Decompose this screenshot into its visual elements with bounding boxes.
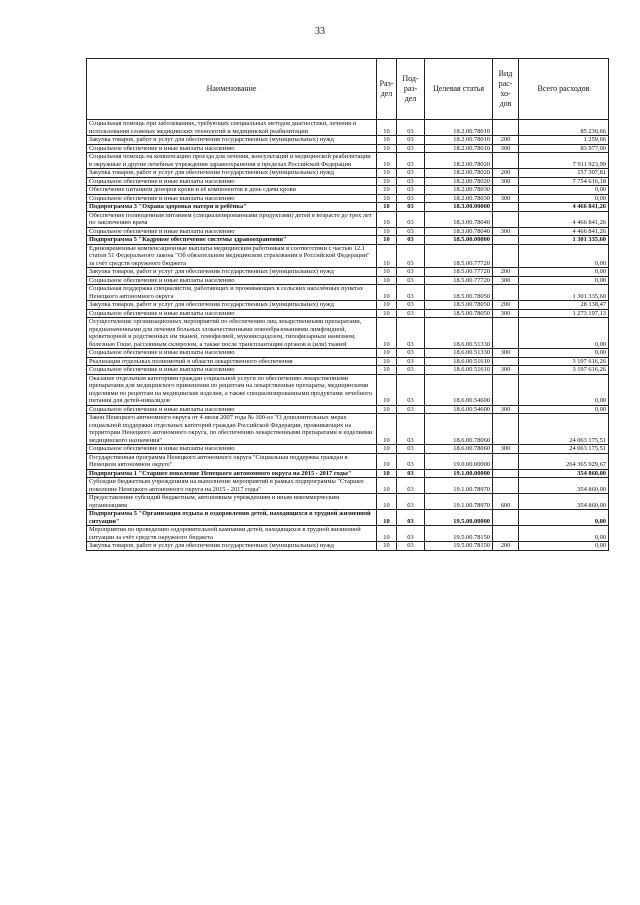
- cell-total: 0,00: [519, 194, 609, 203]
- cell-target: 19.5.00.00000: [425, 510, 493, 526]
- cell-section: 10: [377, 186, 397, 195]
- cell-subsection: 03: [397, 144, 425, 153]
- cell-name: Социальное обеспечение и иные выплаты населению: [87, 194, 377, 203]
- table-row: [87, 414, 609, 445]
- cell-target: 18.5.00.77720: [425, 244, 493, 268]
- cell-subsection: 03: [397, 478, 425, 494]
- table-row: [87, 211, 609, 227]
- cell-subsection: 03: [397, 469, 425, 478]
- cell-section: 10: [377, 194, 397, 203]
- cell-name: Единовременные компенсационные выплаты медицинским работникам в соответствии с частью 12.1 статьи 51 Федерального закона "Об обязательном медицинском страховании в Российской Федерации" за счёт средств окружного бюджета: [87, 244, 377, 268]
- cell-section: 10: [377, 478, 397, 494]
- cell-expense-type: 300: [493, 349, 519, 358]
- cell-section: 10: [377, 120, 397, 136]
- cell-total: 0,00: [519, 318, 609, 349]
- cell-total: 0,00: [519, 405, 609, 414]
- cell-target: 18.3.00.78040: [425, 227, 493, 236]
- cell-total: 0,00: [519, 186, 609, 195]
- cell-subsection: 03: [397, 211, 425, 227]
- cell-subsection: 03: [397, 366, 425, 375]
- cell-name: Осуществление организационных мероприятий по обеспечению лиц лекарственными препаратами, предназначенными для лечения больных злокачественными новообразованиями лимфоидной, кроветворной и родственных им тканей, гемофилией, муковисцидозом, гипофизарным нанизмом, болезнью Гоше, рассеянным склерозом, а также после трансплантации органов и (или) тканей: [87, 318, 377, 349]
- cell-section: 10: [377, 236, 397, 245]
- cell-total: 24 063 175,51: [519, 445, 609, 454]
- cell-total: 83 977,00: [519, 144, 609, 153]
- table-row: [87, 244, 609, 268]
- cell-section: 10: [377, 301, 397, 310]
- cell-target: 19.1.00.78970: [425, 478, 493, 494]
- header-expense-type: Вид рас-хо-дов: [493, 59, 519, 120]
- table-row: [87, 469, 609, 478]
- cell-subsection: 03: [397, 526, 425, 542]
- cell-section: 10: [377, 309, 397, 318]
- cell-target: 19.5.00.78150: [425, 542, 493, 551]
- table-row: [87, 374, 609, 405]
- cell-section: 10: [377, 227, 397, 236]
- table-row: [87, 236, 609, 245]
- table-row: [87, 526, 609, 542]
- cell-section: 10: [377, 285, 397, 301]
- cell-name: Государственная программа Ненецкого автономного округа "Социальная поддержка граждан в Ненецком автономном округе": [87, 453, 377, 469]
- table-row: [87, 144, 609, 153]
- cell-name: Реализация отдельных полномочий в области лекарственного обеспечения: [87, 357, 377, 366]
- table-row: [87, 186, 609, 195]
- cell-target: 18.2.00.78020: [425, 169, 493, 178]
- cell-name: Мероприятия по проведению оздоровительной кампании детей, находящихся в трудной жизненной ситуации за счёт средств окружного бюджета: [87, 526, 377, 542]
- cell-expense-type: [493, 510, 519, 526]
- cell-section: 10: [377, 542, 397, 551]
- cell-subsection: 03: [397, 374, 425, 405]
- cell-total: 0,00: [519, 542, 609, 551]
- cell-target: 18.2.00.78030: [425, 194, 493, 203]
- cell-total: 3 197 616,26: [519, 366, 609, 375]
- cell-subsection: 03: [397, 510, 425, 526]
- cell-section: 10: [377, 469, 397, 478]
- cell-name: Закупка товаров, работ и услуг для обеспечения государственных (муниципальных) нужд: [87, 301, 377, 310]
- table-body: [87, 120, 609, 551]
- cell-target: 18.5.00.77720: [425, 268, 493, 277]
- cell-total: 354 860,00: [519, 494, 609, 510]
- cell-section: 10: [377, 349, 397, 358]
- cell-name: Социальное обеспечение и иные выплаты населению: [87, 349, 377, 358]
- cell-subsection: 03: [397, 153, 425, 169]
- table-row: [87, 276, 609, 285]
- cell-expense-type: 300: [493, 177, 519, 186]
- cell-target: 18.6.00.54600: [425, 374, 493, 405]
- cell-expense-type: [493, 374, 519, 405]
- cell-section: 10: [377, 526, 397, 542]
- table-row: [87, 285, 609, 301]
- cell-subsection: 03: [397, 203, 425, 212]
- cell-expense-type: 300: [493, 194, 519, 203]
- cell-expense-type: [493, 453, 519, 469]
- cell-total: 28 138,47: [519, 301, 609, 310]
- cell-subsection: 03: [397, 236, 425, 245]
- cell-section: 10: [377, 405, 397, 414]
- cell-name: Социальное обеспечение и иные выплаты населению: [87, 177, 377, 186]
- cell-expense-type: 200: [493, 268, 519, 277]
- cell-expense-type: [493, 414, 519, 445]
- cell-total: 354 860,00: [519, 478, 609, 494]
- cell-section: 10: [377, 510, 397, 526]
- table-row: [87, 405, 609, 414]
- cell-target: 19.1.00.78970: [425, 494, 493, 510]
- cell-name: Социальное обеспечение и иные выплаты населению: [87, 276, 377, 285]
- cell-expense-type: 300: [493, 227, 519, 236]
- cell-expense-type: 300: [493, 366, 519, 375]
- cell-name: Закупка товаров, работ и услуг для обеспечения государственных (муниципальных) нужд: [87, 169, 377, 178]
- cell-total: 354 860,00: [519, 469, 609, 478]
- cell-subsection: 03: [397, 136, 425, 145]
- cell-expense-type: 300: [493, 309, 519, 318]
- cell-subsection: 03: [397, 268, 425, 277]
- cell-total: 0,00: [519, 510, 609, 526]
- cell-subsection: 03: [397, 177, 425, 186]
- cell-name: Закупка товаров, работ и услуг для обеспечения государственных (муниципальных) нужд: [87, 542, 377, 551]
- cell-target: 18.6.00.51330: [425, 349, 493, 358]
- cell-total: 85 236,66: [519, 120, 609, 136]
- cell-expense-type: [493, 478, 519, 494]
- cell-expense-type: 300: [493, 445, 519, 454]
- cell-target: 19.5.00.78150: [425, 526, 493, 542]
- cell-name: Социальное обеспечение и иные выплаты населению: [87, 405, 377, 414]
- cell-total: 0,00: [519, 526, 609, 542]
- cell-expense-type: [493, 244, 519, 268]
- cell-total: 7 754 616,18: [519, 177, 609, 186]
- cell-name: Субсидии бюджетным учреждениям на выполнение мероприятий в рамках подпрограммы "Старшее поколение Ненецкого автономного округа на 2015 - 2017 годы": [87, 478, 377, 494]
- cell-section: 10: [377, 153, 397, 169]
- cell-total: 4 466 841,26: [519, 211, 609, 227]
- table-row: [87, 318, 609, 349]
- cell-subsection: 03: [397, 405, 425, 414]
- cell-section: 10: [377, 177, 397, 186]
- cell-target: 18.6.00.51330: [425, 318, 493, 349]
- cell-expense-type: 300: [493, 144, 519, 153]
- cell-subsection: 03: [397, 349, 425, 358]
- cell-section: 10: [377, 244, 397, 268]
- cell-subsection: 03: [397, 453, 425, 469]
- cell-total: 0,00: [519, 244, 609, 268]
- cell-name: Социальное обеспечение и иные выплаты населению: [87, 227, 377, 236]
- header-total: Всего расходов: [519, 59, 609, 120]
- cell-expense-type: [493, 357, 519, 366]
- table-row: [87, 194, 609, 203]
- cell-expense-type: [493, 153, 519, 169]
- cell-expense-type: [493, 120, 519, 136]
- cell-total: 24 063 175,51: [519, 414, 609, 445]
- cell-target: 18.5.00.00000: [425, 236, 493, 245]
- cell-target: 18.6.00.78060: [425, 445, 493, 454]
- table-row: [87, 120, 609, 136]
- cell-section: 10: [377, 144, 397, 153]
- cell-name: Закупка товаров, работ и услуг для обеспечения государственных (муниципальных) нужд: [87, 136, 377, 145]
- cell-name: Обеспечение питанием доноров крови и её компонентов в день сдачи крови: [87, 186, 377, 195]
- cell-name: Подпрограмма 1 "Старшее поколение Ненецкого автономного округа на 2015 - 2017 годы": [87, 469, 377, 478]
- cell-total: 1 301 335,60: [519, 236, 609, 245]
- cell-section: 10: [377, 445, 397, 454]
- table-row: [87, 542, 609, 551]
- cell-target: 18.5.00.77720: [425, 276, 493, 285]
- cell-subsection: 03: [397, 494, 425, 510]
- cell-subsection: 03: [397, 318, 425, 349]
- cell-total: 0,00: [519, 349, 609, 358]
- cell-total: 264 365 929,67: [519, 453, 609, 469]
- table-row: [87, 453, 609, 469]
- cell-target: 18.3.00.78040: [425, 211, 493, 227]
- cell-expense-type: [493, 211, 519, 227]
- table-row: [87, 510, 609, 526]
- cell-name: Обеспечение полноценным питанием (специализированными продуктами) детей в возрасте до трех лет по заключению врача: [87, 211, 377, 227]
- cell-total: 4 466 841,26: [519, 227, 609, 236]
- cell-name: Социальное обеспечение и иные выплаты населению: [87, 309, 377, 318]
- table-row: [87, 445, 609, 454]
- cell-target: 18.2.00.78030: [425, 186, 493, 195]
- cell-name: Подпрограмма 5 "Кадровое обеспечение системы здравоохранения": [87, 236, 377, 245]
- cell-subsection: 03: [397, 169, 425, 178]
- cell-subsection: 03: [397, 276, 425, 285]
- cell-expense-type: [493, 318, 519, 349]
- cell-section: 10: [377, 374, 397, 405]
- cell-target: 18.3.00.00000: [425, 203, 493, 212]
- cell-section: 10: [377, 414, 397, 445]
- table-row: [87, 169, 609, 178]
- cell-subsection: 03: [397, 414, 425, 445]
- page-number: 33: [315, 26, 325, 37]
- cell-name: Социальное обеспечение и иные выплаты населению: [87, 144, 377, 153]
- table-row: [87, 136, 609, 145]
- cell-name: Социальная помощь на компенсацию проезда для лечения, консультаций и медицинской реабилитации в окружные и другие лечебные учреждения здравоохранения в пределах Российской Федерации: [87, 153, 377, 169]
- cell-subsection: 03: [397, 445, 425, 454]
- cell-section: 10: [377, 453, 397, 469]
- cell-section: 10: [377, 268, 397, 277]
- cell-expense-type: [493, 236, 519, 245]
- cell-section: 10: [377, 211, 397, 227]
- cell-target: 18.6.00.78060: [425, 414, 493, 445]
- cell-expense-type: 200: [493, 169, 519, 178]
- cell-name: Социальная поддержка специалистов, работающих и проживающих в сельских населённых пунктах Ненецкого автономного округа: [87, 285, 377, 301]
- cell-section: 10: [377, 136, 397, 145]
- cell-name: Оказание отдельным категориям граждан социальной услуги по обеспечению лекарственными препаратами для медицинского применения по рецептам на лекарственные препараты, медицинскими изделиями по рецептам на медицинские изделия, а также специализированными продуктами лечебного питания для детей-инвалидов: [87, 374, 377, 405]
- cell-target: 18.2.00.78010: [425, 136, 493, 145]
- cell-target: 18.5.00.78050: [425, 309, 493, 318]
- table-row: [87, 494, 609, 510]
- cell-name: Социальное обеспечение и иные выплаты населению: [87, 366, 377, 375]
- table-row: [87, 309, 609, 318]
- table-row: [87, 203, 609, 212]
- table-row: [87, 301, 609, 310]
- cell-subsection: 03: [397, 227, 425, 236]
- table-row: [87, 366, 609, 375]
- table-row: [87, 268, 609, 277]
- cell-expense-type: 300: [493, 276, 519, 285]
- cell-subsection: 03: [397, 186, 425, 195]
- cell-total: 3 197 616,26: [519, 357, 609, 366]
- cell-expense-type: 200: [493, 542, 519, 551]
- cell-target: 18.6.00.51610: [425, 357, 493, 366]
- cell-name: Подпрограмма 3 "Охрана здоровья матери и ребёнка": [87, 203, 377, 212]
- cell-expense-type: [493, 469, 519, 478]
- cell-section: 10: [377, 494, 397, 510]
- cell-total: 4 466 841,26: [519, 203, 609, 212]
- cell-name: Подпрограмма 5 "Организация отдыха и оздоровления детей, находящихся в трудной жизненной ситуации": [87, 510, 377, 526]
- table-row: [87, 478, 609, 494]
- cell-target: 18.2.00.78010: [425, 144, 493, 153]
- cell-section: 10: [377, 366, 397, 375]
- cell-target: 19.1.00.00000: [425, 469, 493, 478]
- cell-total: 157 307,81: [519, 169, 609, 178]
- cell-subsection: 03: [397, 120, 425, 136]
- cell-name: Закон Ненецкого автономного округа от 4 июля 2007 года № 100-оз "О дополнительных мерах социальной поддержки отдельных категорий граждан Российской Федерации, проживающих на территории Ненецкого автономного округа, по обеспечению лекарственными препаратами и изделиями медицинского назначения": [87, 414, 377, 445]
- cell-expense-type: [493, 203, 519, 212]
- cell-expense-type: 300: [493, 405, 519, 414]
- cell-subsection: 03: [397, 194, 425, 203]
- table-header-row: [87, 59, 609, 120]
- cell-expense-type: [493, 285, 519, 301]
- cell-total: 1 301 335,60: [519, 285, 609, 301]
- cell-total: 0,00: [519, 276, 609, 285]
- cell-name: Социальное обеспечение и иные выплаты населению: [87, 445, 377, 454]
- cell-subsection: 03: [397, 301, 425, 310]
- cell-expense-type: 600: [493, 494, 519, 510]
- cell-total: 1 273 197,13: [519, 309, 609, 318]
- cell-target: 18.6.00.51610: [425, 366, 493, 375]
- cell-expense-type: 200: [493, 301, 519, 310]
- cell-section: 10: [377, 169, 397, 178]
- cell-target: 18.2.00.78020: [425, 177, 493, 186]
- cell-expense-type: [493, 186, 519, 195]
- table-row: [87, 153, 609, 169]
- cell-subsection: 03: [397, 244, 425, 268]
- cell-target: 18.5.00.78050: [425, 301, 493, 310]
- header-subsection: Под-раз-дел: [397, 59, 425, 120]
- header-name: Наименование: [87, 59, 377, 120]
- table-row: [87, 177, 609, 186]
- cell-subsection: 03: [397, 542, 425, 551]
- cell-section: 10: [377, 357, 397, 366]
- cell-total: 0,00: [519, 374, 609, 405]
- cell-total: 7 911 923,99: [519, 153, 609, 169]
- header-section: Раз-дел: [377, 59, 397, 120]
- cell-target: 18.2.00.78020: [425, 153, 493, 169]
- cell-target: 18.6.00.54600: [425, 405, 493, 414]
- header-target: Целевая статья: [425, 59, 493, 120]
- budget-table: [86, 58, 609, 551]
- cell-section: 10: [377, 203, 397, 212]
- cell-subsection: 03: [397, 285, 425, 301]
- cell-target: 18.5.00.78050: [425, 285, 493, 301]
- cell-section: 10: [377, 276, 397, 285]
- cell-target: 18.2.00.78010: [425, 120, 493, 136]
- cell-expense-type: 200: [493, 136, 519, 145]
- cell-name: Предоставление субсидий бюджетным, автономным учреждениям и иным некоммерческим организациям: [87, 494, 377, 510]
- cell-section: 10: [377, 318, 397, 349]
- cell-subsection: 03: [397, 309, 425, 318]
- cell-name: Закупка товаров, работ и услуг для обеспечения государственных (муниципальных) нужд: [87, 268, 377, 277]
- cell-total: 0,00: [519, 268, 609, 277]
- table-row: [87, 349, 609, 358]
- cell-target: 19.0.00.00000: [425, 453, 493, 469]
- table-row: [87, 357, 609, 366]
- cell-name: Социальная помощь при заболеваниях, требующих специальных методов диагностики, лечения и использования сложных медицинских технологий и медицинской реабилитации: [87, 120, 377, 136]
- table-row: [87, 227, 609, 236]
- cell-total: 1 259,66: [519, 136, 609, 145]
- cell-expense-type: [493, 526, 519, 542]
- cell-subsection: 03: [397, 357, 425, 366]
